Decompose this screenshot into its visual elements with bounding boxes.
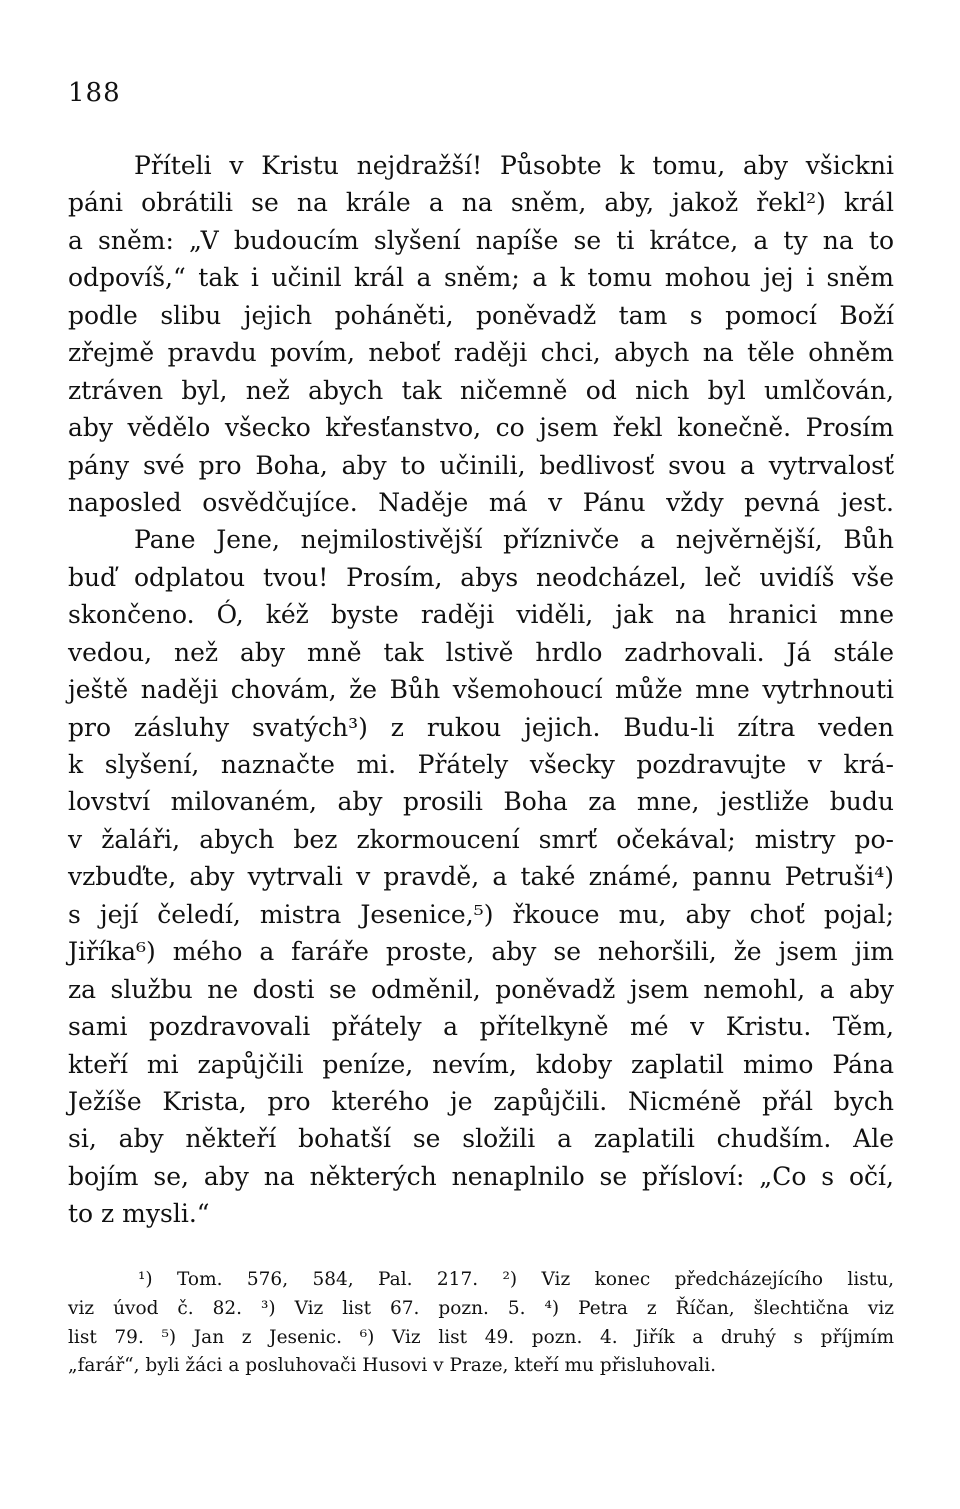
- footnote-line: ¹) Tom. 576, 584, Pal. 217. ²) Viz konec předcházejícího listu,: [138, 1269, 894, 1290]
- text-line: pány své pro Boha, aby to učinili, bedlivosť svou a vytrvalosť: [68, 450, 894, 480]
- text-line: s její čeledí, mistra Jesenice,⁵) řkouce mu, aby choť pojal;: [68, 899, 894, 929]
- text-line: to z mysli.“: [68, 1199, 210, 1229]
- footnote-line: viz úvod č. 82. ³) Viz list 67. pozn. 5. ⁴) Petra z Říčan, šlechtična viz: [68, 1297, 894, 1319]
- text-line: Ježíše Krista, pro kterého je zapůjčili. Nicméně přál bych: [68, 1086, 894, 1116]
- text-line: Příteli v Kristu nejdražší! Působte k tomu, aby všickni: [134, 151, 894, 180]
- text-line: buď odplatou tvou! Prosím, abys neodcházel, leč uvidíš vše: [68, 562, 894, 592]
- page-number: 188: [68, 78, 121, 108]
- text-line: odpovíš,“ tak i učinil král a sněm; a k tomu mohou jej i sněm: [68, 263, 894, 293]
- footnote-line: list 79. ⁵) Jan z Jesenic. ⁶) Viz list 49. pozn. 4. Jiřík a druhý s příjmím: [68, 1326, 894, 1348]
- text-line: Pane Jene, nejmilostivější příznivče a nejvěrnější, Bůh: [134, 525, 894, 555]
- text-line: sami pozdravovali přátely a přítelkyně mé v Kristu. Těm,: [68, 1012, 894, 1042]
- text-line: a sněm: „V budoucím slyšení napíše se ti krátce, a ty na to: [68, 225, 894, 255]
- text-line: Jiříka⁶) mého a faráře proste, aby se nehoršili, že jsem jim: [68, 937, 894, 967]
- text-line: ještě naději chovám, že Bůh všemohoucí může mne vytrhnouti: [68, 675, 894, 705]
- text-line: si, aby někteří bohatší se složili a zaplatili chudším. Ale: [68, 1124, 894, 1154]
- text-line: bojím se, aby na některých nenaplnilo se přísloví: „Co s očí,: [68, 1161, 894, 1191]
- text-line: za službu ne dosti se odměnil, poněvadž jsem nemohl, a aby: [68, 974, 894, 1004]
- text-line: páni obrátili se na krále a na sněm, aby, jakož řekl²) král: [68, 188, 894, 218]
- text-line: ztráven byl, než abych tak ničemně od nich byl umlčován,: [68, 375, 894, 405]
- text-line: aby vědělo všecko křesťanstvo, co jsem řekl konečně. Prosím: [68, 413, 894, 443]
- footnote-line: „farář“, byli žáci a posluhovači Husovi v Praze, kteří mu přisluhovali.: [68, 1355, 717, 1377]
- text-line: podle slibu jejich poháněti, poněvadž tam s pomocí Boží: [68, 300, 894, 330]
- text-line: vedou, než aby mně tak lstivě hrdlo zadrhovali. Já stále: [68, 637, 894, 667]
- text-line: lovství milovaném, aby prosili Boha za mne, jestliže budu: [68, 787, 894, 817]
- text-line: pro zásluhy svatých³) z rukou jejich. Budu-li zítra veden: [68, 712, 894, 742]
- text-line: v žaláři, abych bez zkormoucení smrť očekával; mistry po-: [68, 824, 894, 854]
- footnotes: [68, 1266, 894, 1381]
- text-line: vzbuďte, aby vytrvali v pravdě, a také známé, pannu Petruši⁴): [68, 862, 894, 892]
- text-line: naposled osvědčujíce. Naděje má v Pánu vždy pevná jest.: [68, 487, 894, 517]
- text-line: skončeno. Ó, kéž byste raději viděli, jak na hranici mne: [68, 600, 894, 630]
- text-line: kteří mi zapůjčili peníze, nevím, kdoby zaplatil mimo Pána: [68, 1049, 894, 1079]
- text-line: k slyšení, naznačte mi. Přátely všecky pozdravujte v krá-: [68, 750, 894, 779]
- letter-text: [68, 147, 894, 1233]
- text-line: zřejmě pravdu povím, neboť raději chci, abych na těle ohněm: [68, 338, 894, 368]
